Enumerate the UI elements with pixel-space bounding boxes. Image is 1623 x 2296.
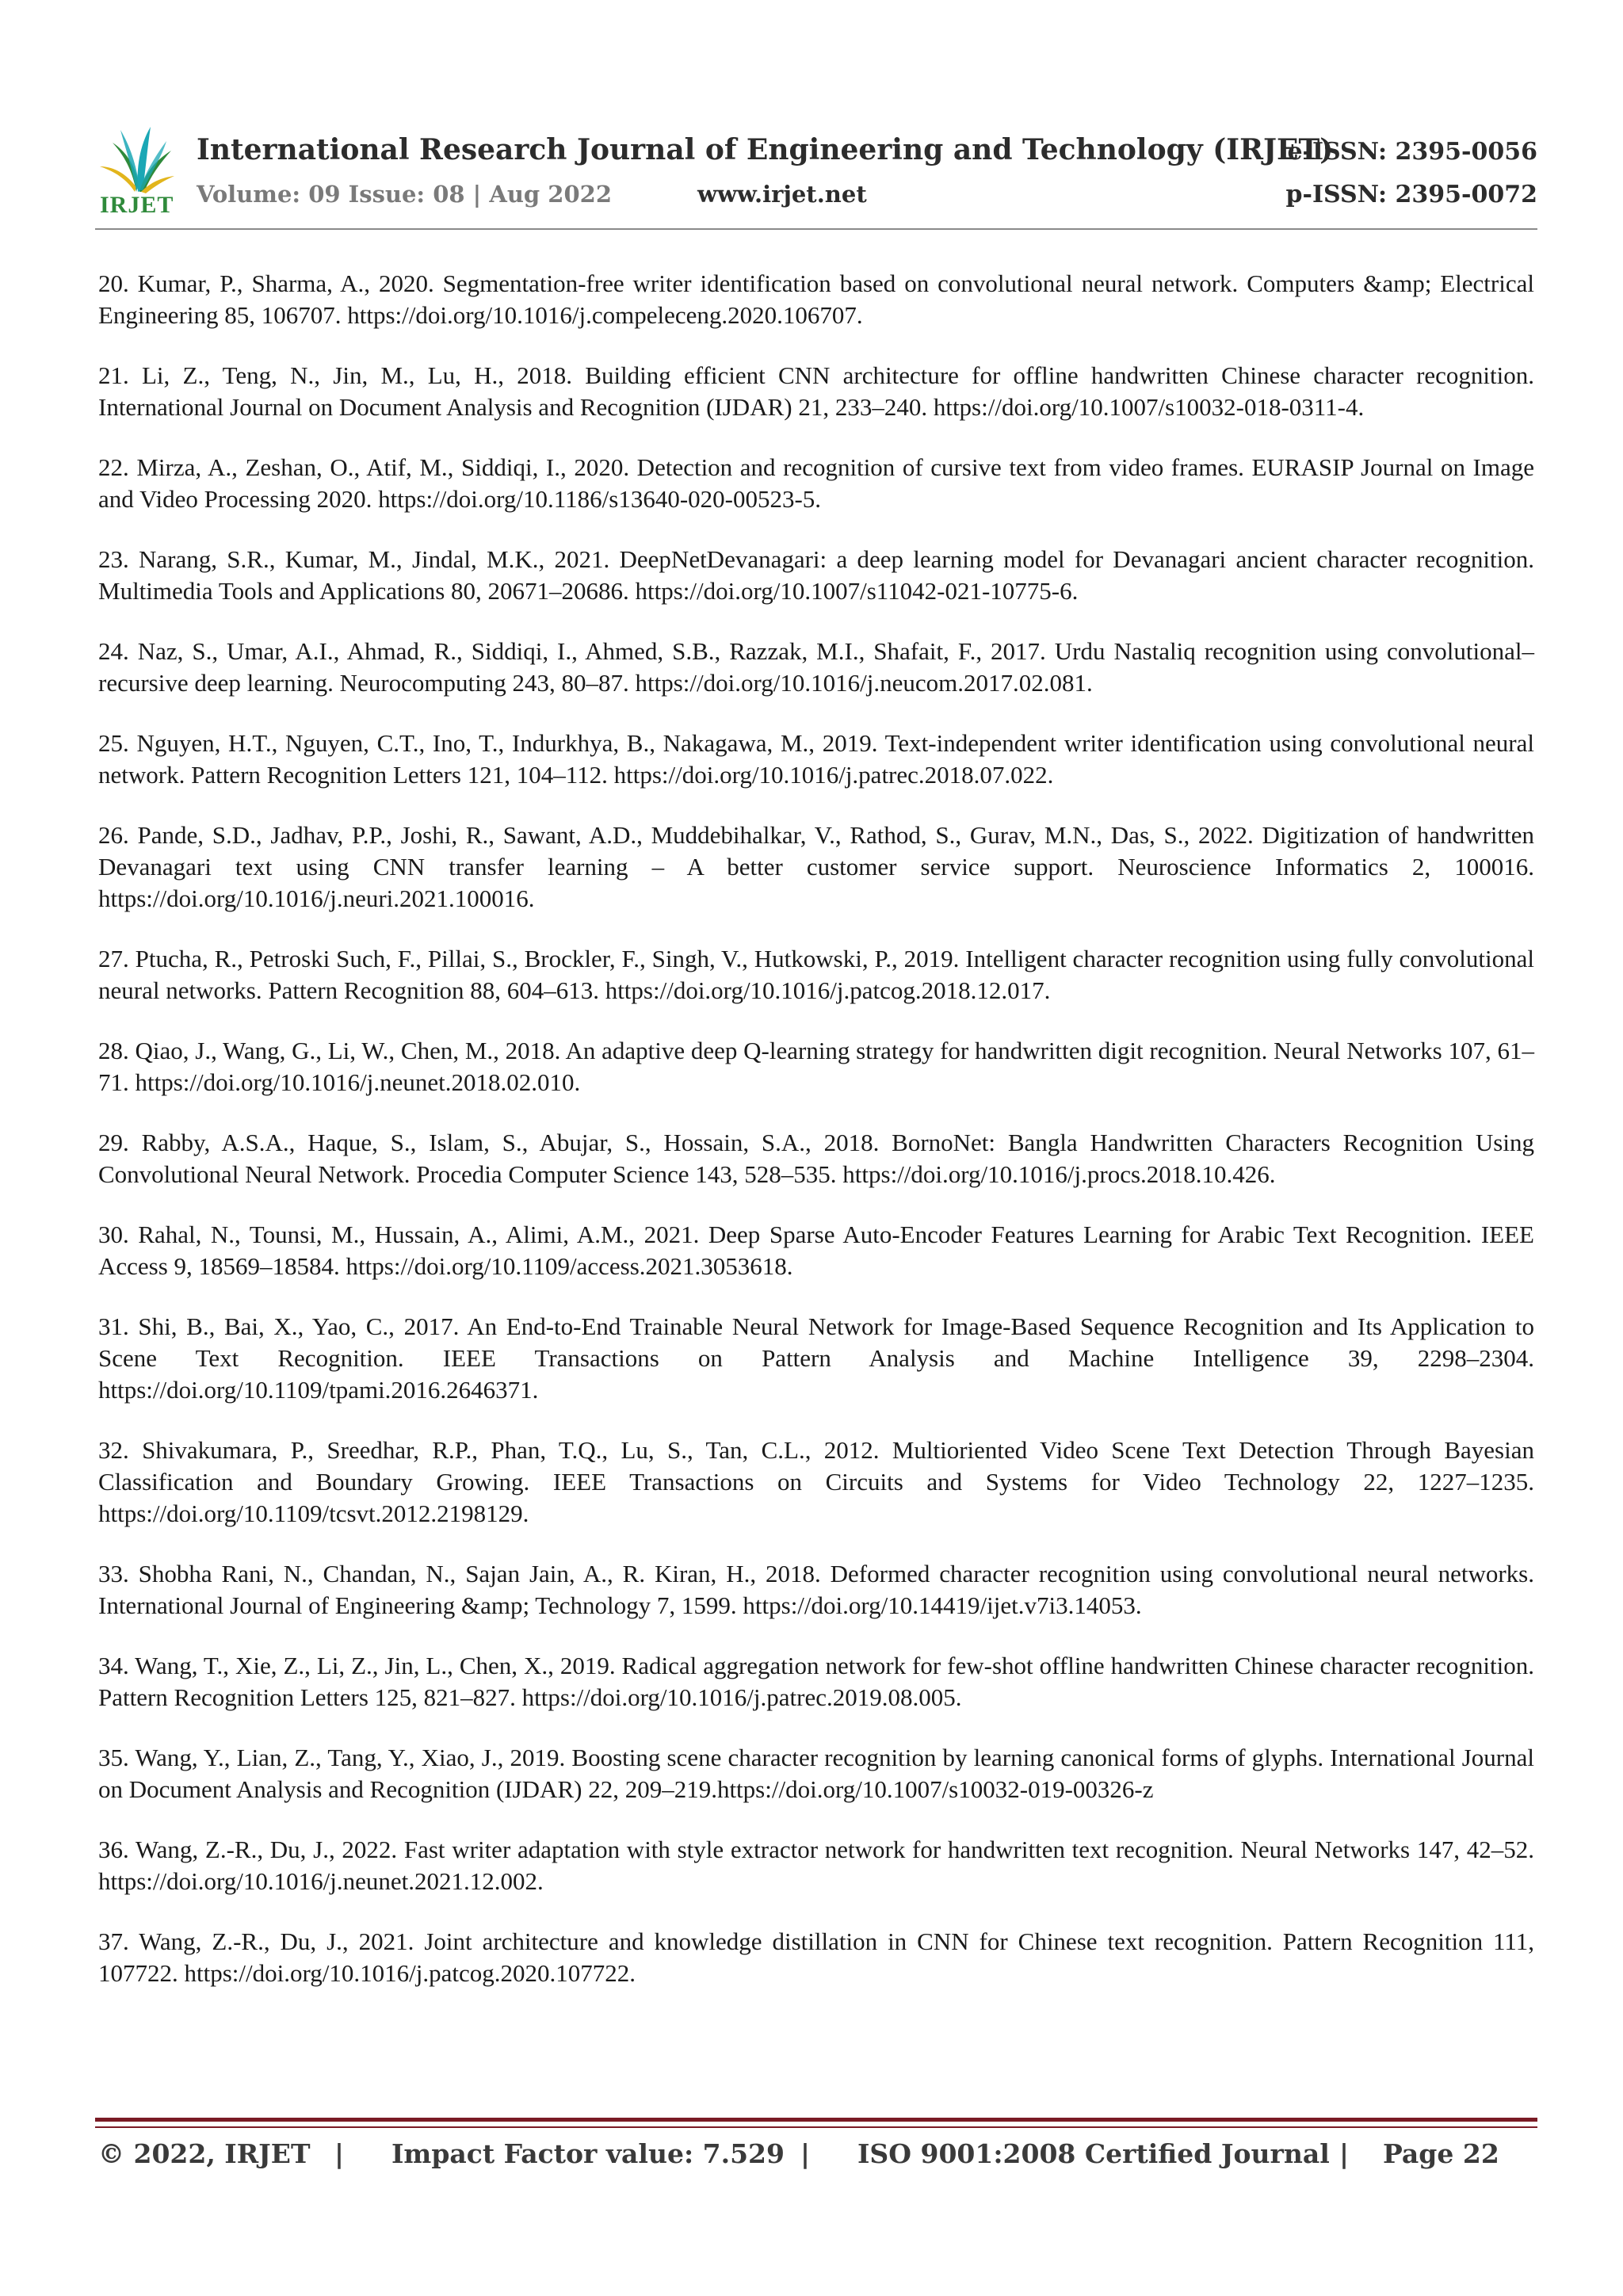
reference-list [98,268,1534,2018]
journal-title: International Research Journal of Engineering and Technology (IRJET) [197,133,1334,166]
footer-impact-factor: Impact Factor value: 7.529 [391,2138,785,2169]
reference-item: 20. Kumar, P., Sharma, A., 2020. Segmentation-free writer identification based on convolutional neural network. Computers &amp; Electrical Engineering 85, 106707. https://doi.org/10.1016/j.compeleceng.2020.106707. [98,269,1534,329]
reference-item: 24. Naz, S., Umar, A.I., Ahmad, R., Siddiqi, I., Ahmed, S.B., Razzak, M.I., Shafait, F., 2017. Urdu Nastaliq recognition using convolutional–recursive deep learning. Neurocomputing 243, 80–87. https://doi.org/10.1016/j.neucom.2017.02.081. [98,637,1534,697]
logo-text: IRJET [100,192,174,218]
page-footer [95,2138,1537,2178]
reference-item: 32. Shivakumara, P., Sreedhar, R.P., Phan, T.Q., Lu, S., Tan, C.L., 2012. Multioriented Video Scene Text Detection Through Bayesian Classification and Boundary Growing. IEEE Transactions on Circuits and Systems for Video Technology 22, 1227–1235. https://doi.org/10.1109/tcsvt.2012.2198129. [98,1436,1534,1527]
irjet-logo-icon [95,119,178,194]
footer-separator: | [334,2138,345,2169]
p-issn: p-ISSN: 2395-0072 [1285,181,1537,208]
footer-copyright: © 2022, IRJET [98,2138,311,2169]
reference-item: 27. Ptucha, R., Petroski Such, F., Pillai, S., Brockler, F., Singh, V., Hutkowski, P., 2019. Intelligent character recognition using fully convolutional neural networks. Pattern Recognition 88, 604–613. https://doi.org/10.1016/j.patcog.2018.12.017. [98,945,1534,1004]
footer-page-number: Page 22 [1383,2138,1499,2169]
reference-item: 21. Li, Z., Teng, N., Jin, M., Lu, H., 2018. Building efficient CNN architecture for offline handwritten Chinese character recognition. International Journal on Document Analysis and Recognition (IJDAR) 21, 233–240. https://doi.org/10.1007/s10032-018-0311-4. [98,361,1534,421]
footer-divider-thick [95,2118,1537,2122]
reference-item: 26. Pande, S.D., Jadhav, P.P., Joshi, R., Sawant, A.D., Muddebihalkar, V., Rathod, S., Gurav, M.N., Das, S., 2022. Digitization of handwritten Devanagari text using CNN transfer learning – A better customer service support. Neuroscience Informatics 2, 100016. https://doi.org/10.1016/j.neuri.2021.100016. [98,821,1534,912]
reference-item: 23. Narang, S.R., Kumar, M., Jindal, M.K., 2021. DeepNetDevanagari: a deep learning model for Devanagari ancient character recognition. Multimedia Tools and Applications 80, 20671–20686. https://doi.org/10.1007/s11042-021-10775-6. [98,545,1534,605]
reference-item: 29. Rabby, A.S.A., Haque, S., Islam, S., Abujar, S., Hossain, S.A., 2018. BornoNet: Bangla Handwritten Characters Recognition Using Convolutional Neural Network. Procedia Computer Science 143, 528–535. https://doi.org/10.1016/j.procs.2018.10.426. [98,1129,1534,1188]
reference-item: 31. Shi, B., Bai, X., Yao, C., 2017. An End-to-End Trainable Neural Network for Image-Based Sequence Recognition and Its Application to Scene Text Recognition. IEEE Transactions on Pattern Analysis and Machine Intelligence 39, 2298–2304. https://doi.org/10.1109/tpami.2016.2646371. [98,1312,1534,1404]
page-header [95,111,1537,230]
footer-iso: ISO 9001:2008 Certified Journal [857,2138,1330,2169]
reference-item: 33. Shobha Rani, N., Chandan, N., Sajan Jain, A., R. Kiran, H., 2018. Deformed character recognition using convolutional neural networks. International Journal of Engineering &amp; Technology 7, 1599. https://doi.org/10.14419/ijet.v7i3.14053. [98,1560,1534,1619]
volume-issue: Volume: 09 Issue: 08 | Aug 2022 [197,181,612,208]
reference-item: 37. Wang, Z.-R., Du, J., 2021. Joint architecture and knowledge distillation in CNN for Chinese text recognition. Pattern Recognition 111, 107722. https://doi.org/10.1016/j.patcog.2020.107722. [98,1927,1534,1987]
e-issn: e-ISSN: 2395-0056 [1287,138,1537,166]
reference-item: 30. Rahal, N., Tounsi, M., Hussain, A., Alimi, A.M., 2021. Deep Sparse Auto-Encoder Features Learning for Arabic Text Recognition. IEEE Access 9, 18569–18584. https://doi.org/10.1109/access.2021.3053618. [98,1221,1534,1280]
reference-item: 28. Qiao, J., Wang, G., Li, W., Chen, M., 2018. An adaptive deep Q-learning strategy for handwritten digit recognition. Neural Networks 107, 61–71. https://doi.org/10.1016/j.neunet.2018.02.010. [98,1037,1534,1096]
irjet-logo [95,119,178,222]
header-divider [95,228,1537,230]
reference-item: 22. Mirza, A., Zeshan, O., Atif, M., Siddiqi, I., 2020. Detection and recognition of cursive text from video frames. EURASIP Journal on Image and Video Processing 2020. https://doi.org/10.1186/s13640-020-00523-5. [98,453,1534,513]
reference-item: 36. Wang, Z.-R., Du, J., 2022. Fast writer adaptation with style extractor network for handwritten text recognition. Neural Networks 147, 42–52. https://doi.org/10.1016/j.neunet.2021.12.002. [98,1836,1534,1895]
journal-website-link[interactable]: www.irjet.net [697,181,867,208]
footer-separator: | [1339,2138,1350,2169]
footer-divider-thin [95,2126,1537,2128]
reference-item: 25. Nguyen, H.T., Nguyen, C.T., Ino, T., Indurkhya, B., Nakagawa, M., 2019. Text-independent writer identification using convolutional neural network. Pattern Recognition Letters 121, 104–112. https://doi.org/10.1016/j.patrec.2018.07.022. [98,729,1534,789]
footer-separator: | [800,2138,811,2169]
reference-item: 35. Wang, Y., Lian, Z., Tang, Y., Xiao, J., 2019. Boosting scene character recognition by learning canonical forms of glyphs. International Journal on Document Analysis and Recognition (IJDAR) 22, 209–219.https://doi.org/10.1007/s10032-019-00326-z [98,1744,1534,1803]
reference-item: 34. Wang, T., Xie, Z., Li, Z., Jin, L., Chen, X., 2019. Radical aggregation network for few-shot offline handwritten Chinese character recognition. Pattern Recognition Letters 125, 821–827. https://doi.org/10.1016/j.patrec.2019.08.005. [98,1652,1534,1711]
